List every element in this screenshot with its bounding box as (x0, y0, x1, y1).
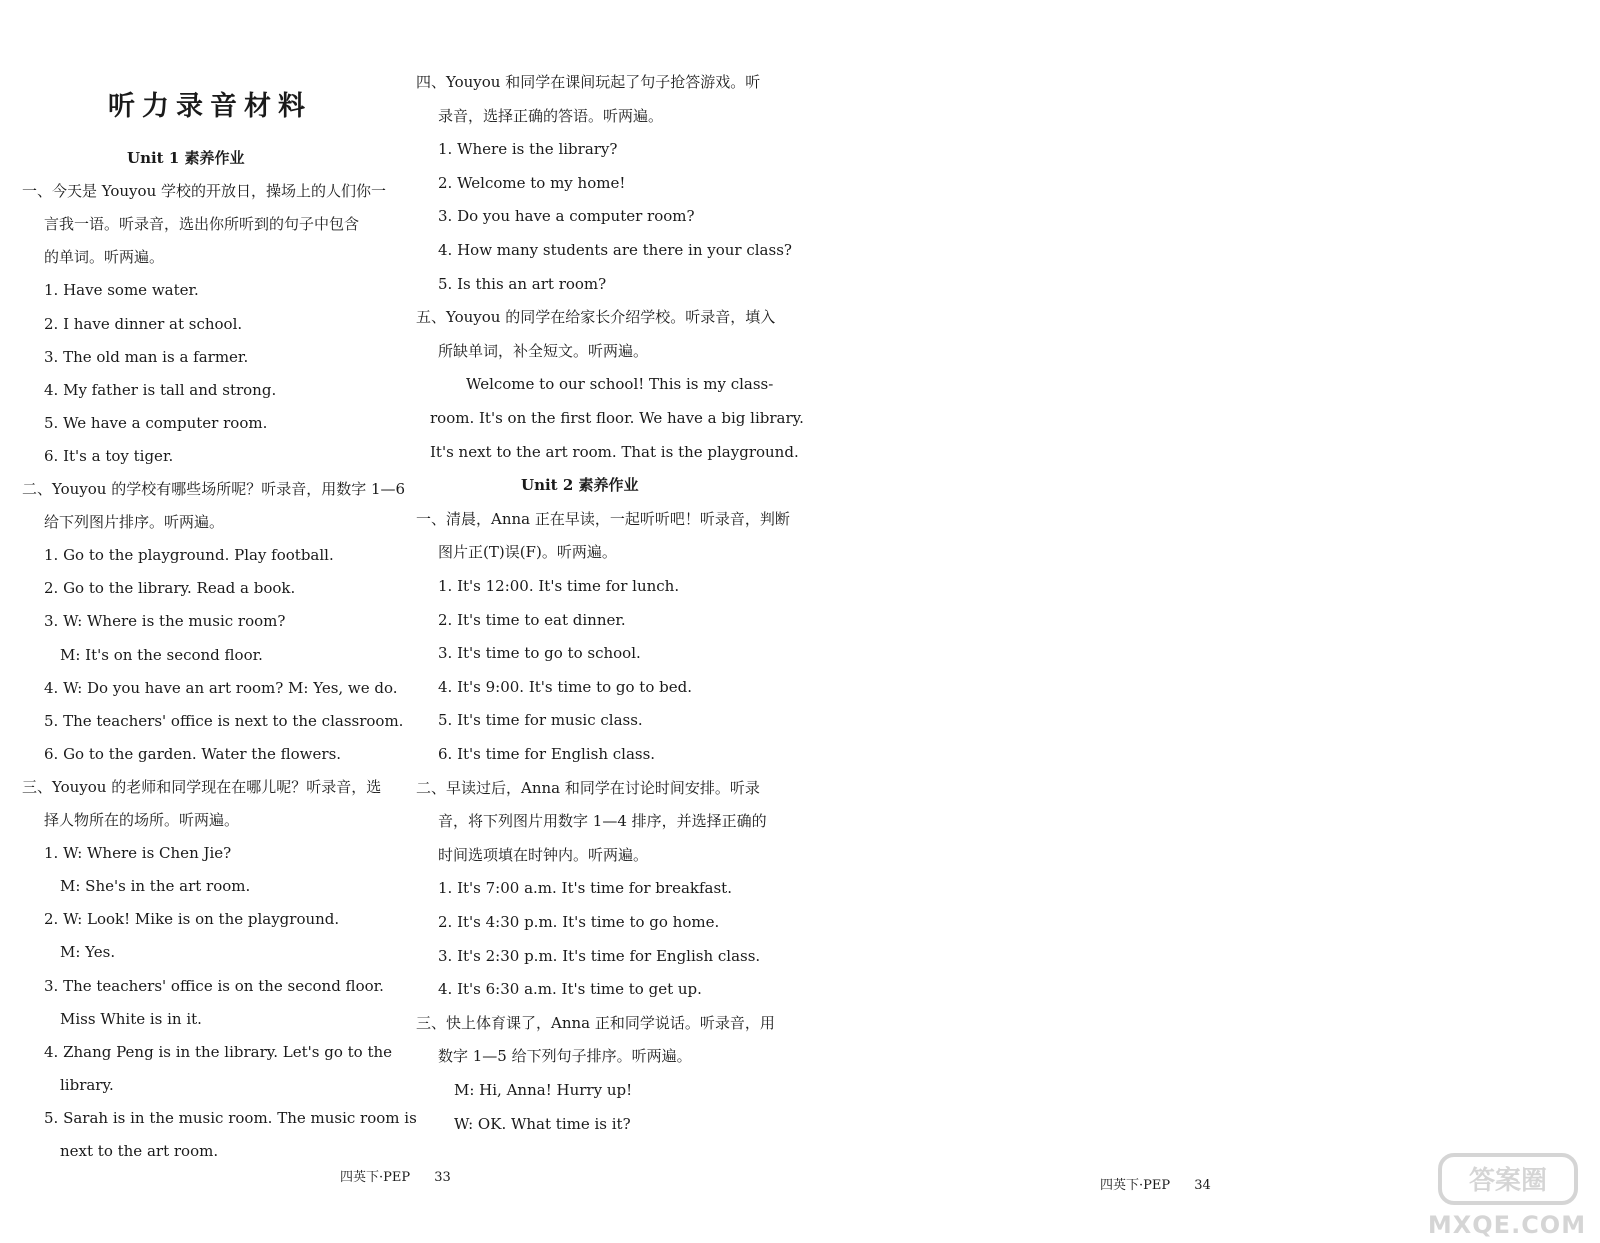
text-line: M: She's in the art room. (60, 877, 251, 896)
text-line: 5. It's time for music class. (438, 711, 643, 730)
text-line: 5. Is this an art room? (438, 274, 607, 293)
text-line: 6. Go to the garden. Water the flowers. (44, 744, 342, 763)
unit-heading: Unit 2 素养作业 (521, 476, 639, 495)
text-line: 1. Go to the playground. Play football. (44, 546, 334, 565)
text-line: 1. It's 7:00 a.m. It's time for breakfast. (438, 879, 732, 898)
text-line: 3. Do you have a computer room? (438, 207, 695, 226)
text-line: 图片正(T)误(F)。听两遍。 (438, 543, 617, 562)
unit-heading: Unit 1 素养作业 (127, 149, 245, 167)
footer-left-page-number: 33 (434, 1170, 451, 1185)
text-line: 4. My father is tall and strong. (44, 380, 277, 399)
footer-left-label: 四英下·PEP (340, 1170, 411, 1185)
text-line: 音，将下列图片用数字 1—4 排序，并选择正确的 (438, 812, 767, 831)
text-line: 3. The teachers' office is on the second floor. (44, 976, 384, 995)
text-line: 的单词。听两遍。 (44, 248, 165, 267)
footer-left (340, 1170, 451, 1186)
text-line: M: Yes. (60, 943, 116, 962)
footer-right-label: 四英下·PEP (1100, 1178, 1171, 1193)
text-line: 5. Sarah is in the music room. The music room is (44, 1108, 417, 1127)
text-line: 5. We have a computer room. (44, 413, 268, 432)
question-heading: 一、清晨，Anna 正在早读，一起听听吧！听录音，判断 (416, 509, 790, 528)
text-line: 2. It's time to eat dinner. (438, 610, 626, 629)
text-line: 4. It's 9:00. It's time to go to bed. (438, 677, 692, 696)
right-page (790, 0, 1600, 1243)
text-line: 4. It's 6:30 a.m. It's time to get up. (438, 980, 702, 999)
text-line: 4. W: Do you have an art room? M: Yes, we do. (44, 678, 398, 697)
text-line: 3. W: Where is the music room? (44, 612, 286, 631)
text-line: 1. Where is the library? (438, 140, 618, 159)
text-line: W: OK. What time is it? (454, 1114, 631, 1133)
footer-right (1100, 1178, 1211, 1194)
text-line: 3. It's time to go to school. (438, 644, 641, 663)
watermark-text: MXQE.COM (1427, 1211, 1587, 1239)
text-line: 给下列图片排序。听两遍。 (44, 513, 225, 532)
text-line: 4. How many students are there in your class? (438, 241, 792, 259)
text-line: room. It's on the first floor. We have a big library. (430, 409, 804, 427)
text-line: 4. Zhang Peng is in the library. Let's go to the (44, 1042, 393, 1061)
text-line: library. (60, 1075, 114, 1094)
text-line: M: It's on the second floor. (60, 645, 263, 664)
text-line: 录音，选择正确的答语。听两遍。 (438, 106, 664, 125)
question-heading: 三、Youyou 的老师和同学现在在哪儿呢？听录音，选 (22, 777, 382, 796)
text-line: 2. I have dinner at school. (44, 314, 243, 333)
text-line: 2. W: Look! Mike is on the playground. (44, 910, 340, 929)
text-line: Welcome to our school! This is my class- (466, 375, 774, 394)
question-heading: 二、Youyou 的学校有哪些场所呢？听录音，用数字 1—6 (22, 480, 406, 498)
text-line: M: Hi, Anna! Hurry up! (454, 1081, 633, 1099)
text-line: 6. It's a toy tiger. (44, 446, 174, 465)
text-line: 2. Welcome to my home! (438, 173, 626, 192)
question-heading: 二、早读过后，Anna 和同学在讨论时间安排。听录 (416, 778, 760, 797)
watermark-logo-text: 答案圈 (1468, 1166, 1548, 1196)
text-line: 择人物所在的场所。听两遍。 (44, 811, 240, 829)
footer-right-page-number: 34 (1194, 1178, 1211, 1193)
text-line: next to the art room. (60, 1142, 219, 1160)
text-line: 时间选项填在时钟内。听两遍。 (438, 845, 649, 864)
question-heading: 三、快上体育课了，Anna 正和同学说话。听录音，用 (416, 1013, 775, 1032)
text-line: It's next to the art room. That is the playground. (430, 442, 799, 461)
text-line: 2. It's 4:30 p.m. It's time to go home. (438, 913, 720, 931)
text-line: 3. The old man is a farmer. (44, 347, 249, 366)
watermark-logo (1422, 1149, 1592, 1239)
watermark-logo-graphic (1422, 1149, 1592, 1209)
question-heading: 一、今天是 Youyou 学校的开放日，操场上的人们你一 (22, 182, 386, 201)
text-line: 3. It's 2:30 p.m. It's time for English class. (438, 946, 761, 965)
text-line: 1. It's 12:00. It's time for lunch. (438, 577, 680, 595)
page-title: 听力录音材料 (108, 91, 312, 122)
text-line: 所缺单词，补全短文。听两遍。 (438, 341, 649, 360)
text-line: Miss White is in it. (60, 1009, 202, 1028)
question-heading: 五、Youyou 的同学在给家长介绍学校。听录音，填入 (416, 308, 776, 327)
text-line: 2. Go to the library. Read a book. (44, 579, 296, 598)
question-heading: 四、Youyou 和同学在课间玩起了句子抢答游戏。听 (416, 73, 761, 91)
text-line: 5. The teachers' office is next to the classroom. (44, 711, 404, 730)
text-line: 1. W: Where is Chen Jie? (44, 844, 232, 863)
text-line: 言我一语。听录音，选出你所听到的句子中包含 (44, 215, 360, 234)
text-line: 1. Have some water. (44, 281, 199, 300)
text-line: 6. It's time for English class. (438, 745, 656, 763)
text-line: 数字 1—5 给下列句子排序。听两遍。 (438, 1047, 692, 1066)
